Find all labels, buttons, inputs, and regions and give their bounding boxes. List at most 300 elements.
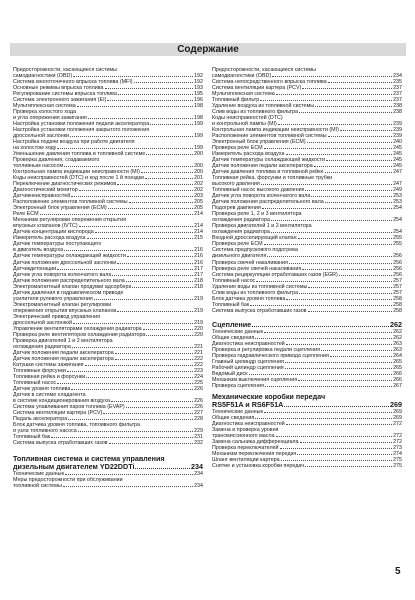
toc-entry-page: 237 [393, 85, 402, 92]
toc-entry-title: Система улавливания паров топлива (EVAP) [13, 403, 125, 410]
toc-entry-page: 221 [194, 349, 203, 356]
toc-entry-page: 217 [194, 265, 203, 272]
toc-entry-title: Расположение элементов топливной системы [13, 199, 128, 206]
toc-entry-title: Электрический привод управления [13, 313, 101, 320]
section-title-text: дизельным двигателем YD22DDTi [13, 461, 135, 471]
toc-entry-title: Датчик положения дроссельной заслонки [13, 259, 117, 266]
toc-entry-title: Датчик положения педали акселератора [13, 355, 114, 362]
toc-entry-page: 255 [393, 241, 402, 248]
toc-entry-title: Мультиплексная система [13, 103, 76, 110]
toc-entry-page: 223 [194, 367, 203, 374]
toc-entry-page: 214 [194, 229, 203, 236]
toc-entry-title: Механизм регулировки опережения открытия [13, 217, 126, 224]
dot-leader [57, 266, 193, 270]
dot-leader [146, 151, 193, 155]
dot-leader [280, 445, 393, 449]
dot-leader [260, 97, 392, 101]
toc-entry-title: Проверка свечей накаливания [212, 259, 288, 266]
toc-entry-title: Реле ECM [13, 211, 39, 218]
toc-entry-page: 254 [393, 217, 402, 224]
toc-entry-page: 267 [393, 382, 402, 389]
toc-entry-title: Механизм переключения передач [212, 450, 297, 457]
section-title-text: Топливная система и система управления [13, 453, 165, 463]
dot-leader [132, 284, 193, 288]
section-title [212, 401, 402, 409]
toc-entry-title: Меры предосторожности при обслуживании [13, 477, 123, 483]
toc-entry-page: 256 [393, 271, 402, 278]
toc-entry-title: и угла опережения зажигания [13, 115, 87, 122]
toc-entry-page: 229 [194, 427, 203, 434]
dot-leader [325, 169, 393, 173]
dot-leader [326, 157, 392, 161]
toc-entry-page: 253 [393, 199, 402, 206]
toc-entry-title: Управление вентиляторами охлаждения радиатора [13, 325, 142, 332]
dot-leader [65, 471, 193, 475]
toc-entry-title: Коды неисправностей (DTC) и код после 1 й поездки [13, 175, 144, 182]
toc-entry-page: 263 [393, 340, 402, 347]
dot-leader [127, 253, 193, 257]
toc-entry-title: Измеритель расхода воздуха [212, 151, 285, 158]
toc-entry-title: и узла топливного насоса [13, 427, 77, 434]
toc-entry-page: 192 [194, 73, 203, 80]
toc-entry-page: 247 [393, 169, 402, 176]
toc-entry-title: Проверка реле свечей накаливания [212, 265, 302, 272]
toc-entry-title: Датчик положения распределительного вала [212, 199, 324, 206]
dot-leader [86, 374, 193, 378]
dot-leader [108, 205, 193, 209]
dot-leader [88, 115, 193, 119]
dot-leader [141, 169, 193, 173]
toc-entry-page: 256 [393, 253, 402, 260]
toc-entry-title: Измеритель расхода воздуха [13, 235, 86, 242]
toc-entry-page: 200 [194, 151, 203, 158]
toc-entry-page: 275 [393, 456, 402, 463]
toc-entry-page: 234 [393, 73, 402, 80]
dot-leader [264, 409, 392, 413]
dot-leader [71, 386, 193, 390]
dot-leader [145, 175, 193, 179]
dot-leader [146, 332, 193, 336]
toc-entry-title: Топливный фильтр [212, 97, 260, 104]
dot-leader [87, 235, 194, 239]
dot-leader [285, 359, 392, 363]
toc-entry-title: и контрольной лампы (MI) [212, 121, 277, 128]
toc-entry-title: Топливная рейка, форсунки и топливные трубки [212, 175, 333, 182]
toc-entry-page: 258 [393, 307, 402, 314]
toc-entry-page: 265 [393, 364, 402, 371]
toc-entry-title: Топливный насос [13, 379, 57, 386]
toc-entry-page: 219 [194, 295, 203, 302]
dot-leader [73, 320, 193, 324]
dot-leader [64, 247, 193, 251]
toc-entry-title: Проверка сцепления [212, 382, 264, 389]
dot-leader [70, 133, 193, 137]
toc-entry-title: Датчикдетонации [13, 265, 57, 272]
toc-entry-title: Подогрев давления [212, 205, 261, 212]
toc-entry-page: 257 [393, 283, 402, 290]
toc-entry-title: опережения открытия впускных клапанов [13, 307, 117, 314]
dot-leader [261, 181, 392, 185]
toc-entry-page: 234 [194, 483, 203, 490]
dot-leader [129, 199, 194, 203]
toc-entry-title: Проверка реле ECM [212, 241, 263, 248]
dot-leader [134, 79, 193, 83]
dot-leader [286, 296, 392, 300]
toc-entry-title: Диагностический монитор [13, 187, 78, 194]
dot-leader [302, 85, 392, 89]
toc-entry-page: 222 [194, 355, 203, 362]
toc-entry-title: Электромагнитный клапан регулировки [13, 301, 112, 308]
dot-leader [255, 335, 392, 339]
toc-entry-page: 232 [194, 439, 203, 446]
section-title-text: Сцепление [212, 319, 252, 329]
toc-entry-title: Предосторожности, касающиеся системы [212, 67, 316, 73]
toc-entry-page: 272 [393, 432, 402, 439]
toc-entry-title: Система непосредственного впрыска топлива [212, 79, 327, 86]
toc-entry-title: Мультиплексная система [212, 91, 275, 98]
dot-leader [276, 433, 393, 437]
dot-leader [289, 260, 392, 264]
contents-header [10, 43, 406, 56]
toc-entry-title: Удаление воды из топливной системы [212, 283, 308, 290]
toc-entry-page: 240 [393, 139, 402, 146]
toc-entry-title: Проверка переключателей [212, 444, 279, 451]
toc-entry-title: Проверка реле вентиляторов охлаждения радиатора [13, 331, 146, 338]
toc-entry-page: 226 [194, 403, 203, 410]
toc-entry-page: 249 [393, 187, 402, 194]
dot-leader [286, 341, 392, 345]
toc-entry-title: топливной системы [13, 483, 62, 490]
toc-entry-page: 193 [194, 85, 203, 92]
toc-entry-title: Настройка установки положения закрытого положения [13, 127, 150, 134]
toc-entry-page: 220 [194, 331, 203, 338]
dot-leader [278, 121, 392, 125]
toc-entry-title: самодиагностики (OBD) [13, 73, 73, 80]
dot-leader [109, 440, 194, 444]
toc-entry-title: Блок датчика уровня топлива, топливного фильтра [13, 421, 140, 428]
toc-entry-title: Общие сведения [212, 334, 255, 341]
toc-entry-title: в двигатель воздуха [13, 247, 63, 254]
dot-leader [267, 253, 392, 257]
toc-entry-title: Датчик температуры поступающего [13, 241, 102, 248]
toc-entry-page: 218 [194, 277, 203, 284]
dot-leader [68, 416, 193, 420]
section-title-page: 262 [390, 319, 402, 329]
toc-entry-title: Датчик положения педали акселератора [212, 163, 313, 170]
toc-entry-title: Настройка подачи воздуха при работе двигателя [13, 139, 135, 146]
toc-entry-page: 274 [393, 450, 402, 457]
toc-entry-page: 238 [393, 109, 402, 116]
dot-leader [73, 73, 193, 77]
toc-entry-page: 231 [194, 433, 203, 440]
toc-entry-page: 200 [194, 169, 203, 176]
dot-leader [308, 284, 392, 288]
toc-entry-page: 219 [194, 307, 203, 314]
toc-entry-page: 234 [194, 470, 203, 477]
toc-entry [212, 463, 402, 469]
dot-leader [150, 121, 193, 125]
toc-entry-title: Шланг вентиляции картера [212, 456, 280, 463]
toc-entry-page: 265 [393, 358, 402, 365]
toc-entry-page: 247 [393, 181, 402, 188]
toc-entry-title: Блок датчика уровня топлива [212, 295, 286, 302]
toc-entry-title: Основные режимы впрыска топлива [13, 85, 104, 92]
dot-leader [298, 377, 392, 381]
toc-entry-title: Проверка реле ECM [212, 145, 263, 152]
toc-entry-page: 221 [194, 343, 203, 350]
toc-entry-page: 258 [393, 301, 402, 308]
toc-entry-title: Регулирование системы впрыска топлива [13, 91, 117, 98]
toc-entry-page: 198 [194, 115, 203, 122]
toc-entry-title: Топливный бак [13, 433, 51, 440]
dot-leader [297, 451, 392, 455]
toc-right-column [212, 67, 402, 469]
section-title-text: Механические коробки передач [212, 391, 326, 401]
toc-entry-title: впускных клапанов (IVTC) [13, 223, 78, 230]
dot-leader [300, 439, 393, 443]
section-title [212, 321, 402, 329]
dot-leader [117, 181, 193, 185]
toc-entry-page: 273 [393, 444, 402, 451]
toc-entry-title: Расположение элементов топливной системы [212, 133, 327, 140]
section-title-page: 269 [390, 399, 402, 409]
dot-leader [115, 356, 193, 360]
toc-entry-page: 269 [393, 408, 402, 415]
dot-leader [111, 398, 193, 402]
section-title [13, 463, 203, 471]
toc-entry-title: Датчик угла поворота коленчатого вала [212, 193, 311, 200]
dot-leader [105, 85, 194, 89]
toc-entry-page: 202 [194, 187, 203, 194]
toc-entry-title: Диагностика неисправностей [212, 420, 285, 427]
toc-entry-page: 205 [194, 205, 203, 212]
toc-entry-title: Замена сальника дифференциала [212, 438, 299, 445]
dot-leader [103, 410, 193, 414]
toc-entry-title: трансмиссионного масла [212, 432, 275, 439]
dot-leader [64, 163, 193, 167]
toc-entry-title: охлаждения радиатора [13, 343, 71, 350]
dot-leader [252, 322, 389, 327]
dot-leader [265, 383, 392, 387]
dot-leader [264, 145, 392, 149]
toc-entry-title: Ведомый диск [212, 370, 248, 377]
toc-entry-title: Электронный блок управления (ECM) [212, 139, 306, 146]
toc-entry-title: Система многоточечного впрыска топлива (MFI) [13, 79, 133, 86]
toc-entry-title: Датчик температуры охлаждающей жидкости [13, 253, 126, 260]
toc-entry-title: Настройка установки положения педали акселератора [13, 121, 150, 128]
toc-entry-page: 205 [194, 199, 203, 206]
toc-entry-page: 237 [393, 91, 402, 98]
toc-entry-title: Слив воды из топливного фильтра [212, 289, 298, 296]
toc-entry-page: 199 [194, 133, 203, 140]
dot-leader [330, 353, 392, 357]
toc-entry-page: 239 [393, 121, 402, 128]
toc-entry-title: Общие сведения [212, 414, 255, 421]
dot-leader [264, 329, 392, 333]
toc-entry-page: 225 [194, 379, 203, 386]
dot-leader [305, 463, 392, 467]
toc-entry-page: 257 [393, 277, 402, 284]
dot-leader [264, 241, 392, 245]
toc-entry-title: Датчик уровня топлива [13, 385, 71, 392]
toc-entry-title: Коды неисправностей (DTC) [212, 115, 283, 122]
toc-left-column [13, 67, 203, 489]
toc-entry-title: Датчикнеисправностей [13, 193, 71, 200]
toc-entry-title: Технические данные [13, 470, 65, 477]
toc-entry-page: 201 [194, 175, 203, 182]
toc-entry-page: 199 [194, 145, 203, 152]
toc-entry-title: в системе кондиционирования воздуха [13, 397, 110, 404]
dot-leader [71, 193, 193, 197]
toc-entry-page: 254 [393, 205, 402, 212]
toc-entry-title: дизельного двигателя [212, 253, 267, 260]
toc-entry-title: Датчик давления в гидравлическом приводе [13, 289, 124, 296]
toc-entry-page: 238 [393, 103, 402, 110]
toc-entry-title: Электромагнитный клапан продувки адсорбера [13, 283, 132, 290]
toc-entry-title: Датчик угла поворота коленчатого вала [13, 271, 112, 278]
section-title-text: RS5F51A и RS6F51A [212, 399, 284, 409]
toc-entry-title: Педаль акселератора [13, 415, 68, 422]
toc-entry-page: 219 [194, 319, 203, 326]
toc-entry-page: 195 [194, 91, 203, 98]
dot-leader [321, 347, 392, 351]
toc-entry-page: 245 [393, 157, 402, 164]
toc-entry-title: Слив воды из топливного фильтра [212, 109, 298, 116]
toc-entry-page: 255 [393, 235, 402, 242]
toc-entry-page: 245 [393, 145, 402, 152]
dot-leader [67, 368, 193, 372]
toc-entry-title: Технические данные [212, 328, 264, 335]
toc-entry-title: Электронный блок управления (ECM) [13, 205, 107, 212]
toc-entry-page: 226 [194, 397, 203, 404]
dot-leader [118, 91, 193, 95]
toc-entry-title: самодиагностики (OBD) [212, 73, 272, 80]
dot-leader [314, 163, 392, 167]
toc-entry-title: Датчик концентрации кислорода [13, 229, 94, 236]
dot-leader [339, 272, 392, 276]
toc-entry-page: 257 [393, 289, 402, 296]
dot-leader [328, 133, 393, 137]
toc-entry-title: Входной дросселирующий клапан [212, 235, 297, 242]
toc-entry-title: Система электронного зажигания (EI) [13, 97, 107, 104]
toc-entry-page: 262 [393, 334, 402, 341]
dot-leader [311, 193, 392, 197]
toc-entry-title: охлаждения радиатора [212, 229, 270, 236]
toc-entry-title: Датчик положения распределительного вала [13, 277, 125, 284]
toc-entry-title: Снятие и установка коробки передач [212, 462, 305, 469]
toc-entry-title: Топливный бак [212, 301, 250, 308]
toc-entry-page: 214 [194, 223, 203, 230]
toc-entry-title: Система вентиляции картера (PCV) [13, 409, 103, 416]
toc-entry-title: Проверка давления, создаваемого [13, 157, 100, 164]
toc-entry-title: Проверка холостого хода [13, 109, 76, 116]
dot-leader [298, 235, 393, 239]
toc-entry-page: 216 [194, 253, 203, 260]
dot-leader [299, 290, 392, 294]
toc-entry-page: 196 [194, 97, 203, 104]
toc-entry-title: дроссельной заслонкой [13, 319, 73, 326]
toc-entry-page: 264 [393, 352, 402, 359]
toc-entry-title: Переключение диагностических режимов [13, 181, 117, 188]
toc-entry-title: Система выпуска отработавших газов [212, 307, 307, 314]
toc-entry-title: Система выпуска отработавших газов [13, 439, 108, 446]
toc-entry-title: дроссельной заслонки [13, 133, 70, 140]
dot-leader [340, 127, 392, 131]
dot-leader [250, 302, 392, 306]
toc-entry-title: усилителя рулевого управления [13, 295, 93, 302]
dot-leader [249, 371, 392, 375]
toc-entry-page: 226 [194, 385, 203, 392]
dot-leader [276, 91, 392, 95]
dot-leader [271, 229, 392, 233]
toc-entry-title: Контрольная лампа индикации неисправности (MI) [13, 169, 140, 176]
dot-leader [143, 326, 193, 330]
dot-leader [79, 223, 193, 227]
dot-leader [281, 457, 392, 461]
toc-entry-title: Топливные форсунки [13, 367, 66, 374]
dot-leader [63, 483, 193, 487]
dot-leader [262, 205, 392, 209]
dot-leader [286, 151, 393, 155]
dot-leader [302, 266, 392, 270]
toc-entry-page: 192 [194, 79, 203, 86]
toc-entry-page: 237 [393, 97, 402, 104]
toc-entry-page: 262 [393, 328, 402, 335]
toc-entry-title: Уменьшение давления топлива в топливной системе [13, 151, 146, 158]
toc-entry-title: Механизм выключения сцепления [212, 376, 298, 383]
dot-leader [95, 229, 193, 233]
toc-entry-page: 202 [194, 181, 203, 188]
dot-leader [85, 362, 194, 366]
toc-entry-page: 224 [194, 373, 203, 380]
toc-entry-title: Проверка реле 1, 2 и 3 вентилятора [212, 211, 302, 218]
dot-leader [305, 187, 392, 191]
dot-leader [284, 402, 389, 407]
toc-entry-title: Датчик давления топлива в топливной рейке [212, 169, 324, 176]
dot-leader [135, 464, 190, 469]
dot-leader [40, 211, 194, 215]
dot-leader [286, 421, 392, 425]
toc-entry-page: 203 [194, 193, 203, 200]
dot-leader [117, 308, 193, 312]
toc-entry-page: 272 [393, 438, 402, 445]
toc-entry-title: Топливный насос высокого давления [212, 187, 305, 194]
toc-entry-page: 269 [393, 414, 402, 421]
toc-entry-title: Датчик положения педали акселератора [13, 349, 114, 356]
toc-entry-page: 200 [194, 163, 203, 170]
toc-entry-title: Главный цилиндр сцепления [212, 358, 284, 365]
toc-entry-title: Датчик температуры охлаждающей жидкости [212, 157, 325, 164]
dot-leader [72, 344, 193, 348]
toc-entry-title: Предосторожности, касающиеся системы [13, 67, 117, 73]
dot-leader [325, 199, 392, 203]
toc-entry-page: 217 [194, 271, 203, 278]
toc-entry-title: Датчик в системе хладагента [13, 391, 86, 398]
toc-entry-title: Контрольная лампа индикации неисправности (MI) [212, 127, 339, 134]
section-title-page: 234 [191, 461, 203, 471]
toc-entry-title: Система вентиляции картера (PCV) [212, 85, 302, 92]
dot-leader [112, 272, 193, 276]
dot-leader [79, 187, 193, 191]
dot-leader [307, 139, 392, 143]
dot-leader [271, 217, 392, 221]
toc-entry-title: Топливная рейка и форсунки [13, 373, 86, 380]
toc-entry-page: 199 [194, 121, 203, 128]
toc-entry-page: 239 [393, 127, 402, 134]
toc-entry-title: высокого давления [212, 181, 260, 188]
dot-leader [107, 97, 193, 101]
contents-title: Содержание [177, 44, 239, 55]
